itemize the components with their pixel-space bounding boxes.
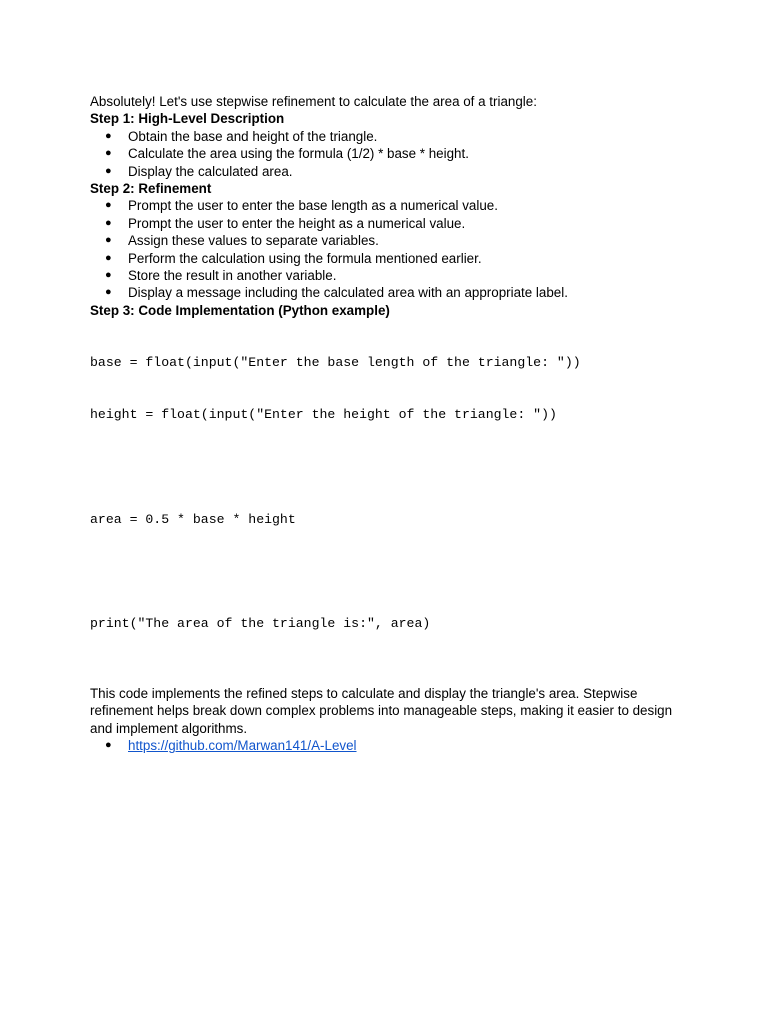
code-block [90,319,690,667]
bullet-icon: ● [105,164,112,177]
list-item: ● Prompt the user to enter the height as a numerical value. [105,215,466,231]
github-link[interactable]: https://github.com/Marwan141/A-Level [128,737,357,753]
intro-paragraph: Absolutely! Let's use stepwise refinement to calculate the area of a triangle: [90,94,537,109]
code-line [90,459,690,476]
bullet-icon: ● [105,234,112,247]
step1-list [90,128,690,180]
list-item: ● Assign these values to separate variables. [105,233,379,249]
list-item [90,737,690,754]
code-line [90,563,690,580]
bullet-icon: ● [105,216,112,229]
step2-list [90,197,690,301]
list-item: ● Display a message including the calculated area with an appropriate label. [105,285,568,301]
conclusion-paragraph: This code implements the refined steps to calculate and display the triangle's area. Stepwise refinement helps break down complex problems into manageable steps, making it easier to design and implement algorithms. [90,685,673,736]
list-item: ● Perform the calculation using the formula mentioned earlier. [105,250,482,266]
code-line: area = 0.5 * base * height [90,511,296,527]
bullet-icon: ● [105,286,112,299]
bullet-icon: ● [105,199,112,212]
spacer [90,667,690,684]
list-item: ● Store the result in another variable. [105,268,337,284]
code-line: height = float(input("Enter the height of the triangle: ")) [90,407,557,423]
bullet-icon: ● [105,129,112,142]
links-list [90,737,690,754]
document-body [90,93,690,754]
bullet-icon: ● [105,251,112,264]
code-line: print("The area of the triangle is:", area) [90,616,431,632]
step3-heading: Step 3: Code Implementation (Python example) [90,302,390,318]
list-item: ● Obtain the base and height of the triangle. [105,128,378,144]
list-item: ● Calculate the area using the formula (1/2) * base * height. [105,146,469,162]
bullet-icon: ● [105,738,112,751]
bullet-icon: ● [105,147,112,160]
list-item: ● Display the calculated area. [105,163,293,179]
step2-heading: Step 2: Refinement [90,181,212,197]
code-line: base = float(input("Enter the base length of the triangle: ")) [90,355,581,371]
step1-heading: Step 1: High-Level Description [90,111,285,127]
bullet-icon: ● [105,269,112,282]
list-item: ● Prompt the user to enter the base length as a numerical value. [105,198,498,214]
